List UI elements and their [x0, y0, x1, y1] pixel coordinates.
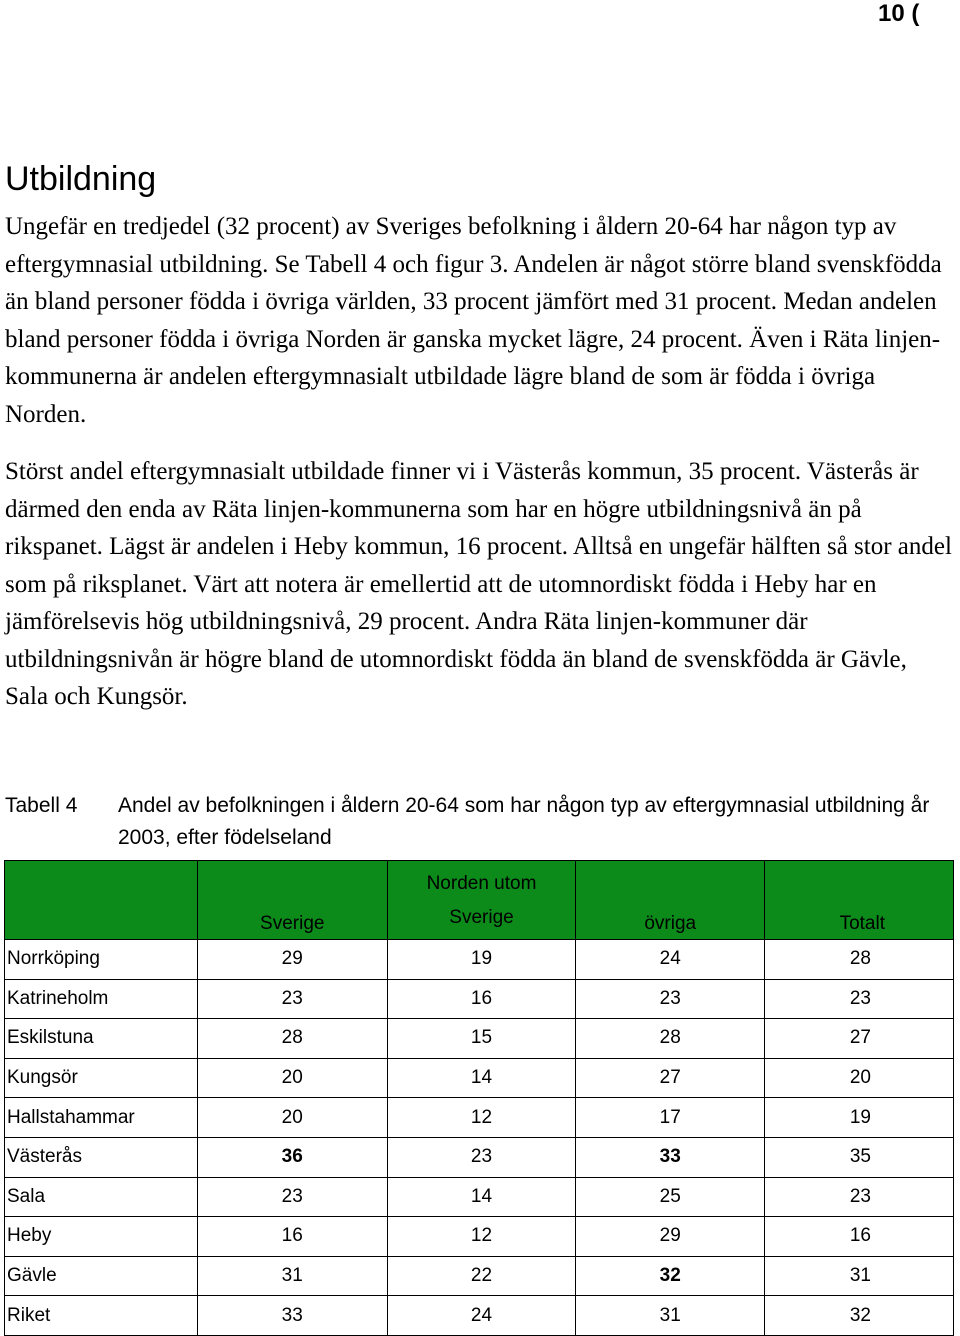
table-row	[5, 1058, 954, 1098]
table-cell: 23	[387, 1137, 576, 1177]
table-row	[5, 1256, 954, 1296]
table-row	[5, 1177, 954, 1217]
row-label: Västerås	[5, 1137, 198, 1177]
table-cell: 14	[387, 1177, 576, 1217]
table-cell: 17	[576, 1098, 765, 1138]
table-cell: 14	[387, 1058, 576, 1098]
table-label: Tabell 4	[5, 794, 78, 817]
header-norden-top: Norden utom	[426, 873, 537, 894]
table-cell: 16	[387, 979, 576, 1019]
table-cell: 23	[765, 979, 954, 1019]
table-cell: 23	[576, 979, 765, 1019]
table-cell: 35	[765, 1137, 954, 1177]
row-label: Norrköping	[5, 940, 198, 980]
table-cell: 23	[197, 979, 387, 1019]
table-cell: 32	[765, 1296, 954, 1336]
data-table	[4, 860, 954, 1336]
table-cell: 31	[765, 1256, 954, 1296]
table-cell: 24	[387, 1296, 576, 1336]
table-cell: 12	[387, 1217, 576, 1257]
paragraph-1: Ungefär en tredjedel (32 procent) av Sveriges befolkning i åldern 20-64 har någon typ av eftergymnasial utbildning. Se Tabell 4 och figur 3. Andelen är något större bland svenskfödda än bland personer födda i övriga världen, 33 procent jämfört med 31 procent. Medan andelen bland personer födda i övriga Norden är ganska mycket lägre, 24 procent. Även i Räta linjen-kommunerna är andelen eftergymnasialt utbildade lägre bland de som är födda i övriga Norden.	[5, 213, 942, 428]
table-row	[5, 940, 954, 980]
table-cell: 33	[197, 1296, 387, 1336]
table-cell: 27	[576, 1058, 765, 1098]
table-cell: 25	[576, 1177, 765, 1217]
table-caption-text: Andel av befolkningen i åldern 20-64 som har någon typ av eftergymnasial utbildning år 2003, efter födelseland	[118, 794, 930, 849]
row-label: Sala	[5, 1177, 198, 1217]
table-row	[5, 1217, 954, 1257]
table-caption	[5, 790, 955, 854]
row-label: Riket	[5, 1296, 198, 1336]
table-cell: 32	[576, 1256, 765, 1296]
row-label: Eskilstuna	[5, 1019, 198, 1059]
table-row	[5, 979, 954, 1019]
table-cell: 15	[387, 1019, 576, 1059]
table-header-row	[5, 861, 954, 940]
table-cell: 16	[765, 1217, 954, 1257]
row-label: Gävle	[5, 1256, 198, 1296]
table-cell: 31	[576, 1296, 765, 1336]
header-cell-totalt: Totalt	[765, 861, 954, 940]
table-cell: 33	[576, 1137, 765, 1177]
table-cell: 29	[576, 1217, 765, 1257]
table-row	[5, 1296, 954, 1336]
table-cell: 28	[765, 940, 954, 980]
table-cell: 31	[197, 1256, 387, 1296]
page-number: 10 (	[878, 0, 920, 27]
table-cell: 22	[387, 1256, 576, 1296]
table-cell: 12	[387, 1098, 576, 1138]
paragraph-2: Störst andel eftergymnasialt utbildade finner vi i Västerås kommun, 35 procent. Västerås är därmed den enda av Räta linjen-kommunerna som har en högre utbildningsnivå än på rikspanet. Lägst är andelen i Heby kommun, 16 procent. Alltså en ungefär hälften så stor andel som på riksplanet. Värt att notera är emellertid att de utomnordiskt födda i Heby har en jämförelsevis hög utbildningsnivå, 29 procent. Andra Räta linjen-kommuner där utbildningsnivån är högre bland de utomnordiskt födda än bland de svenskfödda är Gävle, Sala och Kungsör.	[5, 458, 952, 710]
table-cell: 27	[765, 1019, 954, 1059]
table-row	[5, 1019, 954, 1059]
table-cell: 28	[197, 1019, 387, 1059]
header-cell-norden-utom-sverige	[387, 861, 576, 940]
row-label: Hallstahammar	[5, 1098, 198, 1138]
table-cell: 29	[197, 940, 387, 980]
table-row	[5, 1098, 954, 1138]
table-cell: 28	[576, 1019, 765, 1059]
table-cell: 20	[765, 1058, 954, 1098]
header-cell-ovriga: övriga	[576, 861, 765, 940]
table-cell: 23	[765, 1177, 954, 1217]
table-cell: 23	[197, 1177, 387, 1217]
table-cell: 20	[197, 1098, 387, 1138]
header-cell-empty	[5, 861, 198, 940]
header-norden-bottom: Sverige	[449, 907, 514, 928]
section-heading: Utbildning	[5, 160, 157, 198]
table-cell: 16	[197, 1217, 387, 1257]
table-cell: 36	[197, 1137, 387, 1177]
row-label: Kungsör	[5, 1058, 198, 1098]
row-label: Katrineholm	[5, 979, 198, 1019]
table-cell: 24	[576, 940, 765, 980]
table-cell: 20	[197, 1058, 387, 1098]
header-cell-sverige: Sverige	[197, 861, 387, 940]
row-label: Heby	[5, 1217, 198, 1257]
table-cell: 19	[387, 940, 576, 980]
table-body	[5, 940, 954, 1336]
table-cell: 19	[765, 1098, 954, 1138]
table-row	[5, 1137, 954, 1177]
